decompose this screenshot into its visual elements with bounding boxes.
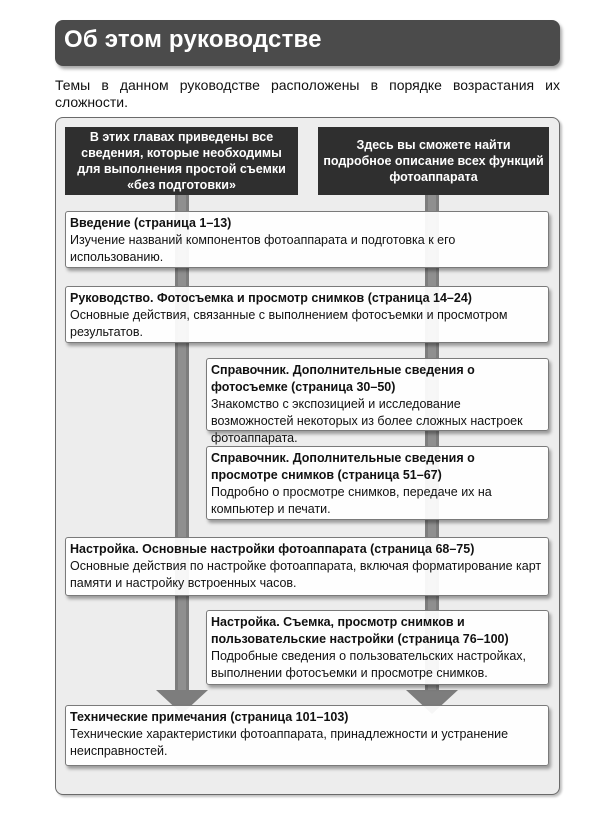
section-guide [65, 286, 549, 343]
column-header-advanced [318, 127, 549, 195]
section-description: Подробно о просмотре снимков, передаче их на компьютер и печати. [211, 485, 492, 516]
column-header-advanced-label: Здесь вы сможете найти подробное описание всех функций фотоаппарата [323, 138, 544, 184]
section-description: Подробные сведения о пользовательских настройках, выполнении фотосъемки и просмотре снимков. [211, 649, 527, 680]
section-title: Руководство. Фотосъемка и просмотр снимков (страница 14–24) [70, 291, 472, 305]
left-arrow-shaft [175, 195, 189, 691]
section-reference-shooting [206, 358, 549, 445]
section-setup-custom [206, 610, 549, 685]
section-technical-notes [65, 705, 549, 766]
section-title: Справочник. Дополнительные сведения о фотосъемке (страница 30–50) [211, 363, 475, 394]
section-introduction [65, 211, 549, 268]
section-description: Основные действия по настройке фотоаппарата, включая форматирование карт памяти и настройку встроенных часов. [70, 559, 542, 590]
section-description: Технические характеристики фотоаппарата, принадлежности и устранение неисправностей. [70, 727, 509, 758]
intro-text: Темы в данном руководстве расположены в порядке возрастания их сложности. [55, 77, 560, 110]
section-title: Настройка. Основные настройки фотоаппарата (страница 68–75) [70, 542, 475, 556]
section-description: Основные действия, связанные с выполнением фотосъемки и просмотром результатов. [70, 308, 508, 339]
section-description: Изучение названий компонентов фотоаппарата и подготовка к его использованию. [70, 233, 456, 264]
column-header-basic [65, 127, 298, 195]
section-reference-playback [206, 446, 549, 520]
section-title: Технические примечания (страница 101–103) [70, 710, 349, 724]
page-title-bar [55, 20, 560, 66]
section-title: Введение (страница 1–13) [70, 216, 232, 230]
column-header-basic-label: В этих главах приведены все сведения, которые необходимы для выполнения простой съемки «без подготовки» [77, 130, 286, 192]
section-description: Знакомство с экспозицией и исследование возможностей некоторых из более сложных настроек фотоаппарата. [211, 397, 523, 445]
page-title: Об этом руководстве [64, 26, 322, 53]
section-title: Справочник. Дополнительные сведения о просмотре снимков (страница 51–67) [211, 451, 475, 482]
section-title: Настройка. Съемка, просмотр снимков и пользовательские настройки (страница 76–100) [211, 615, 509, 646]
section-setup-basic [65, 537, 549, 596]
